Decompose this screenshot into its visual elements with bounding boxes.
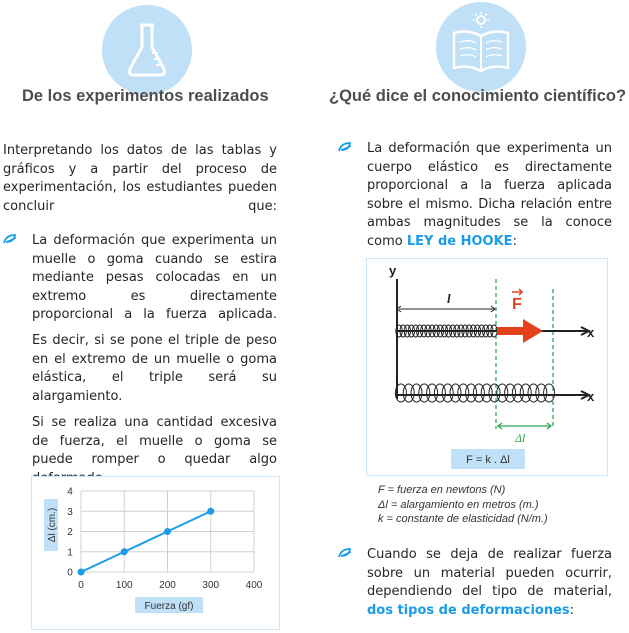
x-axis-label: Fuerza (gf) <box>144 601 194 612</box>
left-paragraph-3: Si se realiza una cantidad excesiva de fuerza, el muelle o goma se puede romper o quedar algo <box>32 415 277 467</box>
colon: : <box>512 233 517 249</box>
formula-text: F = k . Δl <box>466 454 510 466</box>
left-paragraph-2: Es decir, si se pone el triple de peso en el extremo de un muelle o goma elástica, el triple será su alargamiento. <box>32 333 277 404</box>
legend-line-elongation: Δl = alargamiento en metros (m.) <box>378 498 539 511</box>
leaf-bullet-icon <box>338 547 354 559</box>
colon-2: : <box>569 602 575 618</box>
x-axis-letter-top: x <box>587 325 595 340</box>
y-tick-label: 0 <box>67 567 73 579</box>
left-intro: Interpretando los datos de las tablas y gráficos y a partir del proceso de experimentación, los estudiantes pueden concluir que: <box>3 143 277 214</box>
left-bullet-text: La deformación que experimenta un muelle o goma cuando se estira mediante pesas colocadas en un extremo es directamente proporcional a la fuerza aplicada. <box>32 233 277 322</box>
y-axis-letter: y <box>389 263 397 278</box>
y-tick-label: 2 <box>67 527 73 538</box>
y-axis-label: Δl (cm.) <box>47 507 58 543</box>
delta-label: Δl <box>515 431 526 445</box>
spring-stretched <box>395 384 554 402</box>
chart-data-point <box>121 548 128 555</box>
right-heading: ¿Qué dice el conocimiento científico? <box>329 87 627 105</box>
chart-data-point <box>164 528 171 535</box>
length-label: l <box>447 291 451 306</box>
book-icon-circle <box>436 2 526 92</box>
force-arrow <box>497 327 525 335</box>
chart-series-line <box>81 511 211 572</box>
force-arrowhead <box>523 319 543 343</box>
legend-line-force: F = fuerza en newtons (N) <box>378 484 506 496</box>
leaf-bullet-icon <box>3 233 19 245</box>
leaf-bullet-icon <box>338 141 354 153</box>
x-axis-letter-bottom: x <box>587 389 595 404</box>
x-tick-label: 300 <box>202 580 220 591</box>
hooke-diagram <box>366 258 608 476</box>
chart-data-point <box>78 569 85 576</box>
flask-icon-circle <box>102 5 192 95</box>
legend-line-constant: k = constante de elasticidad (N/m.) <box>378 513 548 525</box>
flask-icon <box>102 5 192 95</box>
hooke-intro-text: La deformación que experimenta un cuerpo elástico es directamente proporcional a la fuerza aplicada sobre el mismo. Dicha relación entre ambas magnitudes se la conoce como <box>367 141 612 249</box>
chart-svg <box>32 477 279 629</box>
spring-coil <box>544 384 555 402</box>
x-tick-label: 200 <box>159 580 176 591</box>
y-tick-label: 3 <box>67 506 73 518</box>
x-tick-label: 400 <box>245 580 263 591</box>
hooke-diagram-svg <box>367 259 607 475</box>
elongation-chart <box>31 476 280 630</box>
chart-data-point <box>207 508 214 515</box>
x-tick-label: 100 <box>115 580 133 591</box>
force-label: F <box>512 296 522 313</box>
y-tick-label: 4 <box>67 486 73 498</box>
formula-legend <box>378 483 548 527</box>
left-heading: De los experimentos realizados <box>22 87 269 105</box>
book-icon <box>436 2 526 92</box>
y-tick-label: 1 <box>67 547 73 559</box>
deformation-types-label: dos tipos de deformaciones <box>367 602 570 618</box>
right-bullet-1 <box>367 140 612 251</box>
deformation-intro-text: Cuando se deja de realizar fuerza sobre un material pueden ocurrir, dependiendo del tipo de material, <box>367 547 612 599</box>
x-tick-label: 0 <box>78 580 84 591</box>
right-bullet-2 <box>367 546 612 620</box>
hooke-law-label: LEY de HOOKE <box>406 233 513 249</box>
